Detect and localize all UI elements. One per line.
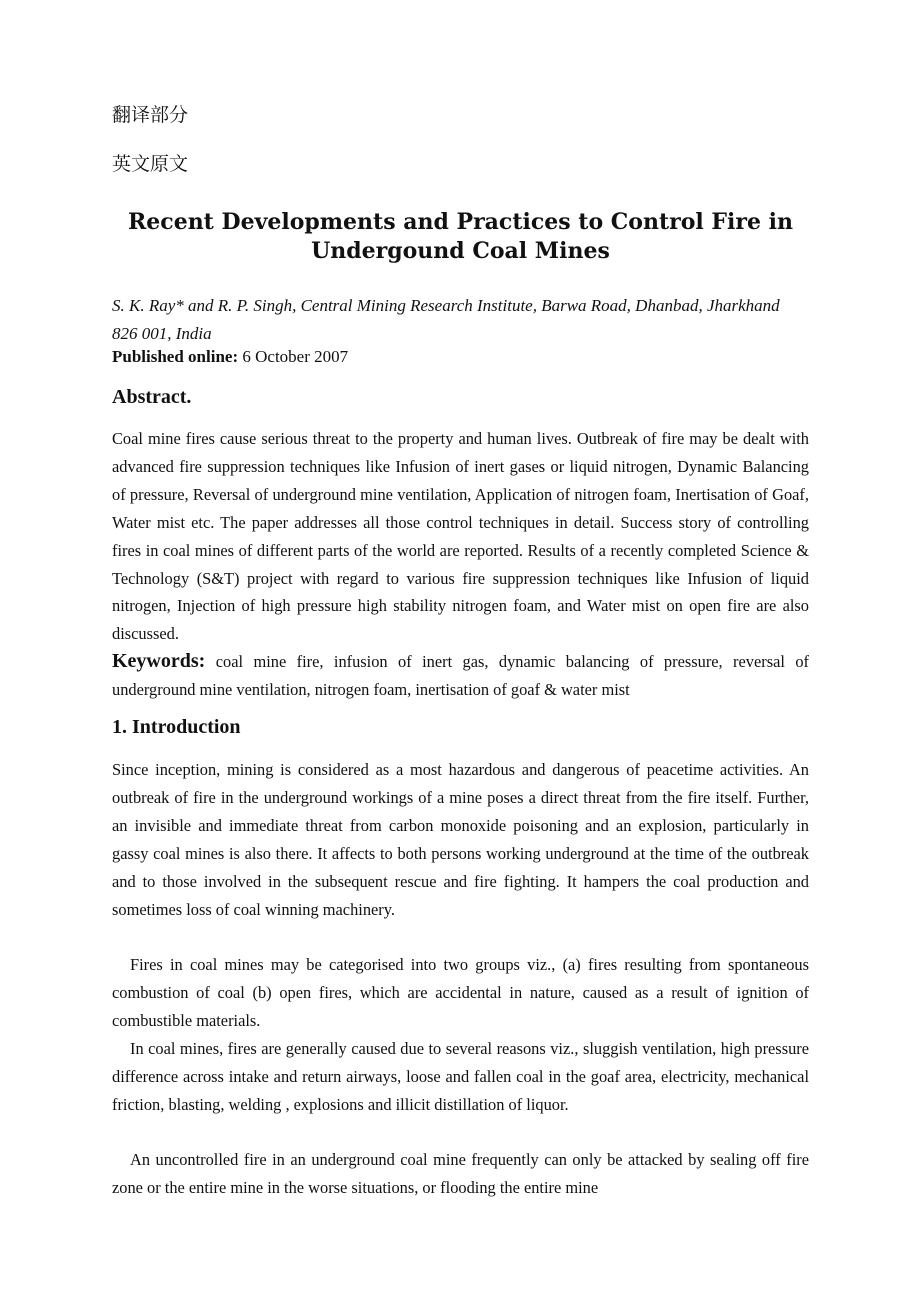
intro-paragraph-3: In coal mines, fires are generally caused due to several reasons viz., sluggish ventilation, high pressure difference across intake and return airways, loose and fallen coal in the goaf area, electricity, mechanical friction, blasting, welding , explosions and illicit distillation of liquor. (112, 1039, 809, 1114)
authors-affiliation: S. K. Ray* and R. P. Singh, Central Mining Research Institute, Barwa Road, Dhanbad, Jharkhand 826 001, India (112, 296, 780, 343)
introduction-heading: 1. Introduction (112, 716, 241, 738)
keywords-text: coal mine fire, infusion of inert gas, dynamic balancing of pressure, reversal of underground mine ventilation, nitrogen foam, inertisation of goaf & water mist (112, 652, 809, 699)
section-label-translation: 翻译部分 (112, 104, 189, 126)
intro-paragraph-4: An uncontrolled fire in an underground coal mine frequently can only be attacked by sealing off fire zone or the entire mine in the worse situations, or flooding the entire mine (112, 1150, 809, 1197)
published-line (112, 347, 348, 367)
intro-paragraph-1: Since inception, mining is considered as a most hazardous and dangerous of peacetime activities. An outbreak of fire in the underground workings of a mine poses a direct threat from the fire itself. Further, an invisible and immediate threat from carbon monoxide poisoning and an explosion, particularly in gassy coal mines is also there. It affects to both persons working underground at the time of the outbreak and to those involved in the subsequent rescue and fire fighting. It hampers the coal production and sometimes loss of coal winning machinery. (112, 760, 809, 919)
abstract-text: Coal mine fires cause serious threat to the property and human lives. Outbreak of fire may be dealt with advanced fire suppression techniques like Infusion of inert gases or liquid nitrogen, Dynamic Balancing of pressure, Reversal of underground mine ventilation, Application of nitrogen foam, Inertisation of Goaf, Water mist etc. The paper addresses all those control techniques in detail. Success story of controlling fires in coal mines of different parts of the world are reported. Results of a recently completed Science & Technology (S&T) project with regard to various fire suppression techniques like Infusion of liquid nitrogen, Injection of high pressure high stability nitrogen foam, and Water mist on open fire are also discussed. (112, 429, 809, 644)
paper-title: Recent Developments and Practices to Control Fire in Undergound Coal Mines (128, 209, 793, 264)
abstract-heading: Abstract. (112, 386, 192, 408)
intro-paragraph-2: Fires in coal mines may be categorised into two groups viz., (a) fires resulting from spontaneous combustion of coal (b) open fires, which are accidental in nature, caused as a result of ignition of combustible materials. (112, 955, 809, 1030)
section-label-original: 英文原文 (112, 153, 189, 175)
keywords-paragraph (112, 648, 809, 704)
keywords-label: Keywords: (112, 650, 206, 672)
published-label: Published online: (112, 347, 239, 366)
published-date: 6 October 2007 (242, 347, 349, 366)
